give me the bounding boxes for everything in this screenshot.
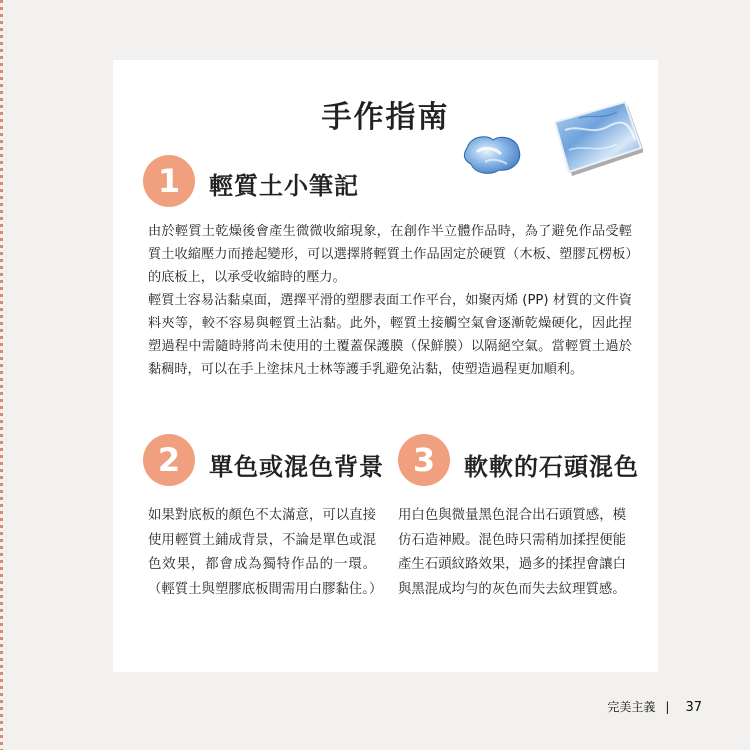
section-1-number-badge: 1 [143, 155, 195, 207]
left-page-edge [0, 0, 3, 750]
section-1-paragraph-1: 由於輕質土乾燥後會產生微微收縮現象，在創作半立體作品時，為了避免作品受輕質土收縮壓力而捲起變形，可以選擇將輕質土作品固定於硬質（木板、塑膠瓦楞板）的底板上，以承受收縮時的壓力。 [148, 224, 632, 285]
section-1-paragraph-2: 輕質土容易沾黏桌面，選擇平滑的塑膠表面工作平台，如聚丙烯 (PP) 材質的文件資料夾等，較不容易與輕質土沾黏。此外，輕質土接觸空氣會逐漸乾燥硬化，因此捏塑過程中需隨時將尚未使用的土覆蓋保護膜（保鮮膜）以隔絕空氣。當輕質土過於黏稠時，可以在手上塗抹凡士林等護手乳避免沾黏，使塑造過程更加順利。 [148, 293, 632, 377]
section-1-heading: 輕質土小筆記 [209, 172, 359, 200]
section-3-heading: 軟軟的石頭混色 [464, 453, 639, 481]
section-3-number-badge: 3 [398, 434, 450, 486]
page-number: 37 [685, 700, 702, 715]
blue-clay-blob-icon [461, 132, 523, 176]
page-title: 手作指南 [321, 100, 450, 135]
section-2-number-badge: 2 [143, 434, 195, 486]
content-card [113, 60, 658, 672]
footer-book-title: 完美主義 [607, 700, 656, 714]
marbled-clay-sheet-icon [551, 100, 643, 176]
section-2-heading: 單色或混色背景 [209, 453, 384, 481]
section-2-paragraph: 如果對底板的顏色不太滿意，可以直接使用輕質土鋪成背景，不論是單色或混色效果，都會成為獨特作品的一環。（輕質土與塑膠底板間需用白膠黏住。） [148, 508, 383, 597]
page-footer [607, 698, 702, 715]
footer-separator: | [665, 700, 670, 714]
section-3-paragraph: 用白色與微量黑色混合出石頭質感，模仿石造神殿。混色時只需稍加揉捏便能產生石頭紋路效果，過多的揉捏會讓白與黑混成均勻的灰色而失去紋理質感。 [398, 508, 626, 597]
